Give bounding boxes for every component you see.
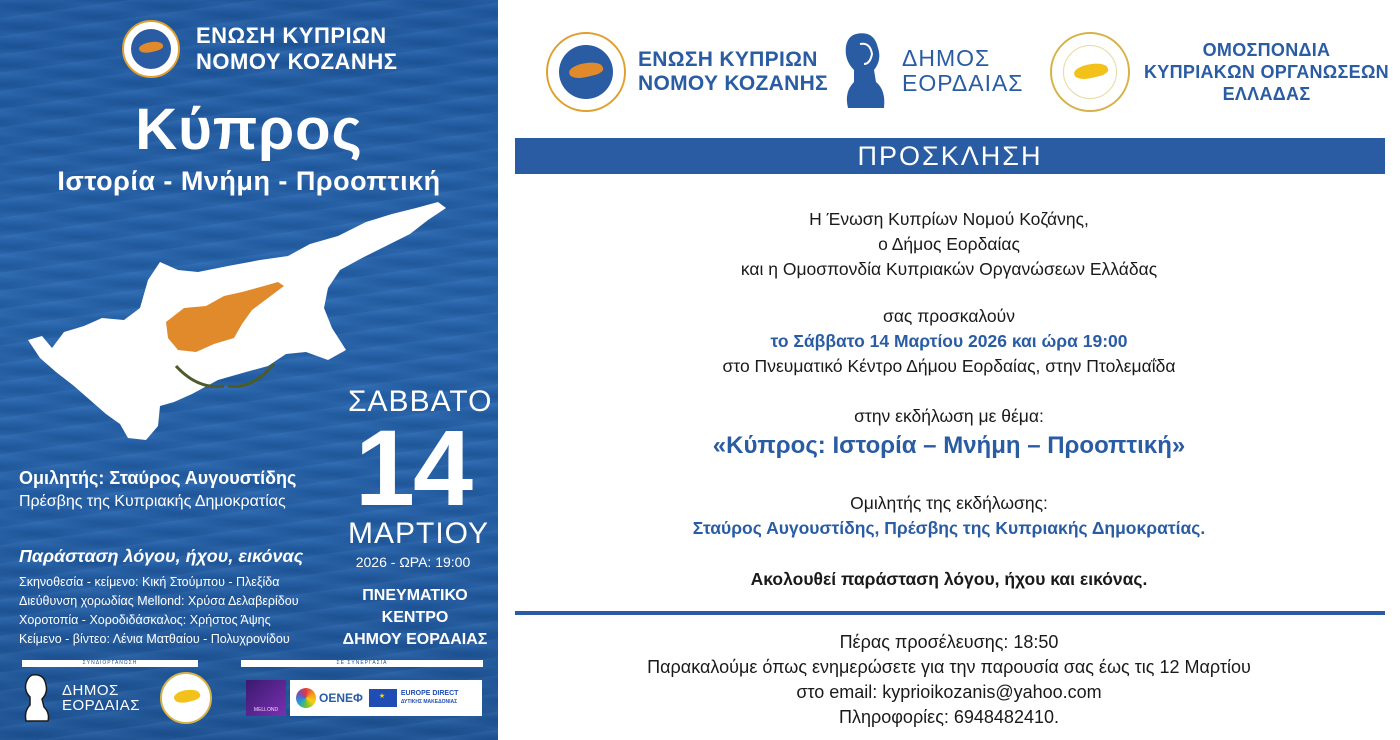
coorganizer-logos: [22, 672, 212, 724]
event-location: στο Πνευματικό Κέντρο Δήμου Εορδαίας, στην Πτολεμαΐδα: [722, 356, 1176, 376]
event-poster: [0, 0, 498, 740]
credits-list: [19, 573, 303, 649]
rsvp-info: Πέρας προσέλευσης: 18:50 Παρακαλούμε όπως ενημερώσετε για την παρουσία σας έως τις 12 Μαρτίου στο email: kyprioikozanis@yahoo.com Πληροφορίες: 6948482410.: [498, 630, 1400, 730]
rsvp-email[interactable]: στο email: kyprioikozanis@yahoo.com: [796, 682, 1102, 702]
info-phone[interactable]: Πληροφορίες: 6948482410.: [839, 707, 1059, 727]
poster-venue: ΠΝΕΥΜΑΤΙΚΟ ΚΕΝΤΡΟ ΔΗΜΟΥ ΕΟΡΔΑΙΑΣ: [342, 587, 488, 648]
poster-org-name: ΕΝΩΣΗ ΚΥΠΡΙΩΝ ΝΟΜΟΥ ΚΟΖΑΝΗΣ: [196, 23, 398, 74]
union-seal-icon: [122, 20, 180, 78]
credit-line: Κείμενο - βίντεο: Λένια Ματθαίου - Πολυχρονίδου: [19, 632, 290, 646]
federation-logo: ΟΜΟΣΠΟΝΔΙΑ ΚΥΠΡΙΑΚΩΝ ΟΡΓΑΝΩΣΕΩΝ ΕΛΛΑΔΑΣ: [1050, 32, 1389, 112]
credit-line: Χοροτοπία - Χοροδιδάσκαλος: Χρήστος Άψης: [19, 613, 271, 627]
event-theme: στην εκδήλωση με θέμα: «Κύπρος: Ιστορία – Μνήμη – Προοπτική»: [498, 404, 1400, 463]
municipality-logo: ΔΗΜΟΣ ΕΟΡΔΑΙΑΣ: [840, 30, 1024, 112]
sponsor-logos: [246, 680, 482, 716]
federation-seal-icon: [160, 672, 212, 724]
invitation-panel: [498, 0, 1400, 740]
union-logo: ΕΝΩΣΗ ΚΥΠΡΙΩΝ ΝΟΜΟΥ ΚΟΖΑΝΗΣ: [546, 32, 828, 112]
cooperation-label: ΣΕ ΣΥΝΕΡΓΑΣΙΑ: [241, 660, 483, 667]
credit-line: Σκηνοθεσία - κείμενο: Κική Στούμπου - Πλεξίδα: [19, 575, 280, 589]
bust-icon: [22, 673, 52, 723]
poster-header: [122, 20, 397, 78]
oeneph-logo: ΟΕΝΕΦ: [296, 688, 363, 708]
mellond-logo: MELLOND: [246, 680, 286, 716]
event-theme-title: «Κύπρος: Ιστορία – Μνήμη – Προοπτική»: [712, 432, 1186, 459]
poster-speaker: Ομιλητής: Σταύρος Αυγουστίδης Πρέσβης της Κυπριακής Δημοκρατίας: [19, 468, 297, 510]
poster-date: ΣΑΒΒΑΤΟ 14 ΜΑΡΤΙΟΥ 2026 - ΩΡΑ: 19:00: [348, 385, 493, 570]
poster-title: Κύπρος: [135, 97, 363, 162]
europe-direct-logo: ★ EUROPE DIRECT ΔΥΤΙΚΗΣ ΜΑΚΕΔΟΝΙΑΣ: [369, 689, 459, 707]
union-seal-icon: [546, 32, 626, 112]
coorganization-label: ΣΥΝΔΙΟΡΓΑΝΩΣΗ: [22, 660, 198, 667]
event-followup: Ακολουθεί παράσταση λόγου, ήχου και εικόνας.: [750, 569, 1148, 589]
hosting-organizations: Η Ένωση Κυπρίων Νομού Κοζάνης, ο Δήμος Εορδαίας και η Ομοσπονδία Κυπριακών Οργανώσεων Ελλάδας: [740, 209, 1158, 279]
event-datetime: το Σάββατο 14 Μαρτίου 2026 και ώρα 19:00: [770, 331, 1128, 351]
section-divider: [515, 611, 1385, 615]
organizer-logos: [498, 30, 1400, 110]
event-speaker: Ομιλητής της εκδήλωσης: Σταύρος Αυγουστίδης, Πρέσβης της Κυπριακής Δημοκρατίας.: [692, 493, 1206, 538]
credit-line: Διεύθυνση χορωδίας Mellond: Χρύσα Δελαβερίδου: [19, 594, 299, 608]
invitation-banner: ΠΡΟΣΚΛΗΣΗ: [515, 138, 1385, 174]
municipality-name: ΔΗΜΟΣ ΕΟΡΔΑΙΑΣ: [62, 682, 141, 714]
invitation-details: σας προσκαλούν το Σάββατο 14 Μαρτίου 2026 και ώρα 19:00 στο Πνευματικό Κέντρο Δήμου Εορδαίας, στην Πτολεμαΐδα: [498, 304, 1400, 379]
poster-performance: Παράσταση λόγου, ήχου, εικόνας Σκηνοθεσία - κείμενο: Κική Στούμπου - Πλεξίδα Διεύθυνση χορωδίας Mellond: Χρύσα Δελαβερίδου Χοροτοπία - Χοροδιδάσκαλος: Χρήστος Άψης Κείμενο - βίντεο: Λένια Ματθαίου - Πολυχρονίδου: [19, 546, 303, 649]
poster-subtitle: Ιστορία - Μνήμη - Προοπτική: [57, 166, 441, 196]
eu-flag-icon: [369, 689, 397, 707]
burst-icon: [296, 688, 316, 708]
federation-seal-icon: [1050, 32, 1130, 112]
bust-icon: [840, 30, 892, 112]
